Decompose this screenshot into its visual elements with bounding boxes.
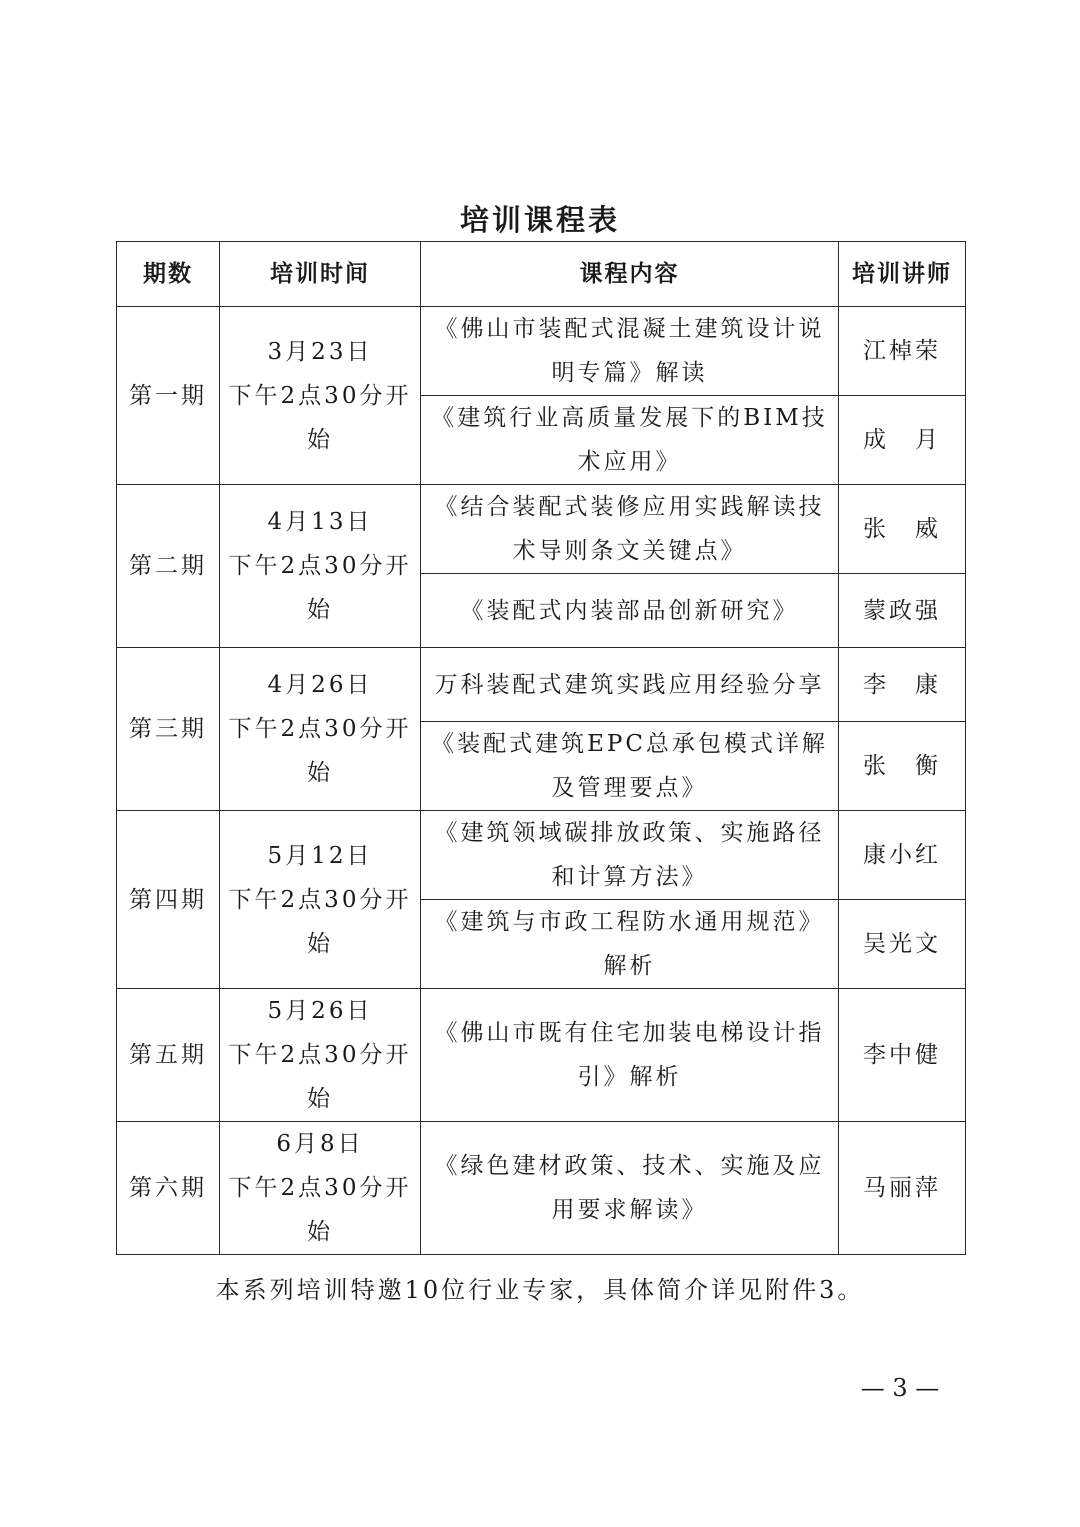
session-time bbox=[220, 307, 421, 485]
course-lecturer: 康小红 bbox=[839, 811, 966, 900]
session-start-time-tail: 始 bbox=[307, 1219, 333, 1245]
session-time bbox=[220, 989, 421, 1122]
session-start-time-tail: 始 bbox=[307, 760, 333, 786]
session-start-time: 下午2点30分开 bbox=[228, 716, 412, 742]
table-row bbox=[117, 485, 966, 574]
course-content: 《建筑行业高质量发展下的BIM技术应用》 bbox=[421, 396, 839, 485]
table-row bbox=[117, 1122, 966, 1255]
session-time bbox=[220, 1122, 421, 1255]
session-start-time-tail: 始 bbox=[307, 930, 333, 957]
session-start-time-tail: 始 bbox=[307, 1086, 333, 1112]
course-lecturer: 马丽萍 bbox=[839, 1122, 966, 1255]
session-date: 4月13日 bbox=[267, 509, 373, 535]
table-row bbox=[117, 307, 966, 396]
table-row bbox=[117, 989, 966, 1122]
session-time bbox=[220, 811, 421, 989]
session-start-time-tail: 始 bbox=[307, 597, 333, 623]
session-start-time: 下午2点30分开 bbox=[228, 1042, 412, 1068]
course-content: 《结合装配式装修应用实践解读技术导则条文关键点》 bbox=[421, 485, 839, 574]
course-content: 《建筑与市政工程防水通用规范》解析 bbox=[421, 900, 839, 989]
header-lecturer: 培训讲师 bbox=[839, 242, 966, 307]
course-lecturer: 成 月 bbox=[839, 396, 966, 485]
session-date: 5月12日 bbox=[267, 842, 373, 869]
course-lecturer: 蒙政强 bbox=[839, 574, 966, 648]
session-time bbox=[220, 648, 421, 811]
session-period: 第五期 bbox=[117, 989, 220, 1122]
course-content: 《装配式内装部品创新研究》 bbox=[421, 574, 839, 648]
footnote-text: 本系列培训特邀10位行业专家，具体简介详见附件3。 bbox=[215, 1276, 865, 1304]
session-period: 第六期 bbox=[117, 1122, 220, 1255]
header-time: 培训时间 bbox=[220, 242, 421, 307]
course-lecturer: 李 康 bbox=[839, 648, 966, 722]
course-content: 《佛山市装配式混凝土建筑设计说明专篇》解读 bbox=[421, 307, 839, 396]
session-date: 6月8日 bbox=[276, 1131, 364, 1157]
course-lecturer: 吴光文 bbox=[839, 900, 966, 989]
session-start-time: 下午2点30分开 bbox=[228, 886, 412, 913]
header-period: 期数 bbox=[117, 242, 220, 307]
session-period: 第三期 bbox=[117, 648, 220, 811]
course-content: 《装配式建筑EPC总承包模式详解及管理要点》 bbox=[421, 722, 839, 811]
header-content: 课程内容 bbox=[421, 242, 839, 307]
session-period: 第一期 bbox=[117, 307, 220, 485]
table-row bbox=[117, 811, 966, 900]
session-date: 5月26日 bbox=[267, 998, 373, 1024]
document-title: 培训课程表 bbox=[459, 203, 620, 237]
session-start-time: 下午2点30分开 bbox=[228, 382, 412, 409]
course-lecturer: 张 威 bbox=[839, 485, 966, 574]
session-time bbox=[220, 485, 421, 648]
session-date: 3月23日 bbox=[267, 338, 373, 365]
session-start-time: 下午2点30分开 bbox=[228, 1175, 412, 1201]
course-lecturer: 张 衡 bbox=[839, 722, 966, 811]
course-lecturer: 李中健 bbox=[839, 989, 966, 1122]
session-start-time-tail: 始 bbox=[307, 426, 333, 453]
session-period: 第四期 bbox=[117, 811, 220, 989]
session-date: 4月26日 bbox=[267, 672, 373, 698]
table-row bbox=[117, 648, 966, 722]
session-period: 第二期 bbox=[117, 485, 220, 648]
course-content: 《佛山市既有住宅加装电梯设计指引》解析 bbox=[421, 989, 839, 1122]
course-lecturer: 江棹荣 bbox=[839, 307, 966, 396]
course-content: 《绿色建材政策、技术、实施及应用要求解读》 bbox=[421, 1122, 839, 1255]
course-content: 万科装配式建筑实践应用经验分享 bbox=[421, 648, 839, 722]
course-content: 《建筑领域碳排放政策、实施路径和计算方法》 bbox=[421, 811, 839, 900]
session-start-time: 下午2点30分开 bbox=[228, 553, 412, 579]
training-schedule-table bbox=[116, 241, 966, 1255]
page-number: — 3 — bbox=[860, 1374, 940, 1402]
table-header-row bbox=[117, 242, 966, 307]
